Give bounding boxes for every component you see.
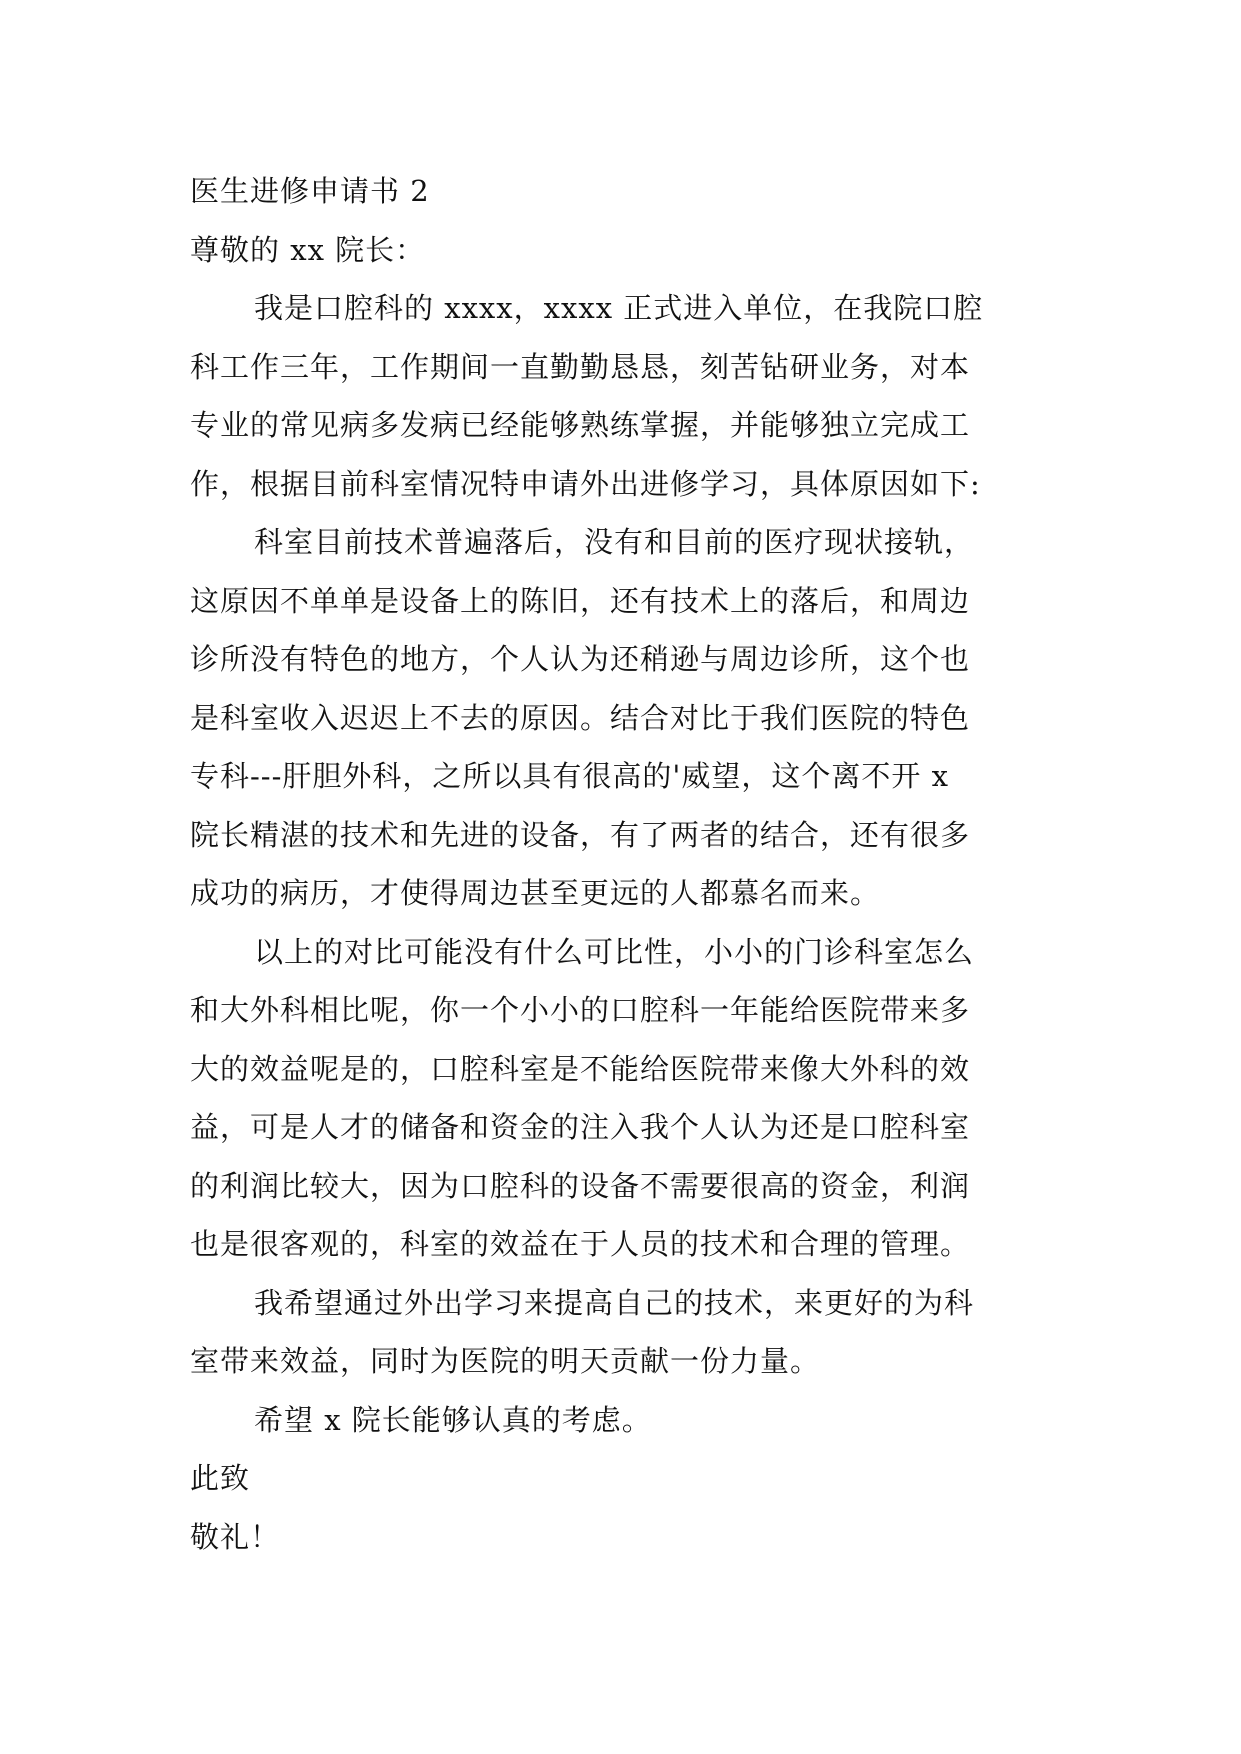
paragraph-line: 的利润比较大，因为口腔科的设备不需要很高的资金，利润 — [190, 1168, 971, 1203]
document-body — [190, 162, 1060, 1566]
document-title: 医生进修申请书 2 — [190, 174, 430, 208]
paragraph-line: 成功的病历，才使得周边甚至更远的人都慕名而来。 — [190, 876, 881, 910]
paragraph-line: 科工作三年，工作期间一直勤勤恳恳，刻苦钻研业务，对本 — [190, 349, 971, 384]
paragraph-line: 诊所没有特色的地方，个人认为还稍逊与周边诊所，这个也 — [190, 642, 971, 676]
paragraph-line: 大的效益呢是的，口腔科室是不能给医院带来像大外科的效 — [190, 1051, 971, 1086]
closing-line-2: 敬礼！ — [190, 1519, 281, 1554]
paragraph-line: 专科---肝胆外科，之所以具有很高的'威望，这个离不开 x — [190, 759, 949, 793]
paragraph-line: 专业的常见病多发病已经能够熟练掌握，并能够独立完成工 — [190, 408, 971, 442]
paragraph-2 — [190, 513, 1060, 923]
paragraph-5 — [190, 1391, 1060, 1450]
paragraph-line: 我是口腔科的 xxxx，xxxx 正式进入单位，在我院口腔 — [254, 291, 984, 325]
paragraph-line: 作，根据目前科室情况特申请外出进修学习，具体原因如下: — [190, 466, 981, 501]
paragraph-line: 科室目前技术普遍落后，没有和目前的医疗现状接轨， — [254, 525, 975, 559]
paragraph-line: 室带来效益，同时为医院的明天贡献一份力量。 — [190, 1344, 821, 1378]
paragraph-line: 是科室收入迟迟上不去的原因。结合对比于我们医院的特色 — [190, 700, 971, 735]
paragraph-line: 院长精湛的技术和先进的设备，有了两者的结合，还有很多 — [190, 817, 971, 852]
paragraph-4 — [190, 1274, 1060, 1391]
paragraph-line: 希望 x 院长能够认真的考虑。 — [254, 1402, 652, 1437]
paragraph-line: 我希望通过外出学习来提高自己的技术，来更好的为科 — [254, 1285, 975, 1320]
paragraph-3 — [190, 923, 1060, 1274]
salutation: 尊敬的 xx 院长： — [190, 232, 426, 267]
paragraph-line: 也是很客观的，科室的效益在于人员的技术和合理的管理。 — [190, 1227, 971, 1261]
paragraph-line: 益，可是人才的储备和资金的注入我个人认为还是口腔科室 — [190, 1110, 971, 1144]
paragraph-line: 和大外科相比呢，你一个小小的口腔科一年能给医院带来多 — [190, 993, 971, 1027]
paragraph-line: 以上的对比可能没有什么可比性，小小的门诊科室怎么 — [254, 934, 975, 969]
closing-line-1: 此致 — [190, 1461, 251, 1495]
paragraph-1 — [190, 279, 1060, 513]
paragraph-line: 这原因不单单是设备上的陈旧，还有技术上的落后，和周边 — [190, 583, 971, 618]
